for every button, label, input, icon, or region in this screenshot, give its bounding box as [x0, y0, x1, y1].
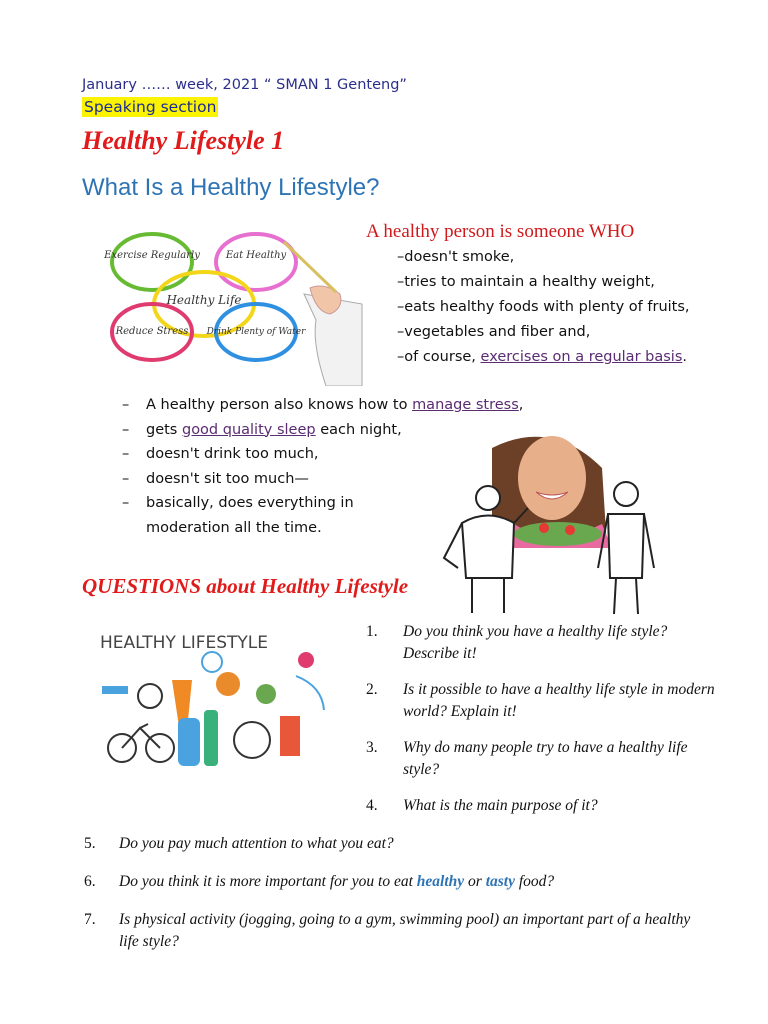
question-text: Do you think you have a healthy life style? Describe it!	[403, 623, 668, 662]
question-number: 4.	[366, 797, 378, 814]
list-item-period: .	[682, 349, 687, 365]
question-text: or	[464, 873, 486, 890]
tasty-word: tasty	[485, 873, 515, 890]
intro-lead: A healthy person is someone WHO	[366, 221, 635, 242]
poster-title: HEALTHY LIFESTYLE	[100, 633, 269, 653]
broccoli-icon	[256, 684, 276, 704]
list-item	[366, 621, 726, 665]
question-number: 1.	[366, 623, 378, 640]
bullet-marker: –	[122, 470, 130, 487]
list-item	[84, 909, 704, 953]
list-item-text: moderation all the time.	[146, 519, 322, 536]
list-item: –eats healthy foods with plenty of fruits,	[397, 299, 690, 315]
list-item-text: ,	[518, 397, 524, 413]
question-text: Do you think it is more important for you to eat	[119, 873, 417, 890]
list-item	[84, 833, 704, 855]
page-subtitle: What Is a Healthy Lifestyle?	[82, 174, 380, 201]
juice-glass-icon	[280, 716, 300, 756]
bullet-marker: –	[122, 421, 130, 438]
questions-list-bottom	[84, 833, 704, 969]
list-item	[122, 393, 523, 418]
question-number: 3.	[366, 739, 378, 756]
diagram-label-center: Healthy Life	[166, 293, 242, 307]
list-item	[366, 795, 726, 817]
question-text: Is physical activity (jogging, going to a gym, swimming pool) an important part of a healthy life style?	[119, 911, 691, 950]
intro-list	[397, 245, 690, 370]
diagram-label-stress: Reduce Stress	[115, 326, 189, 337]
dumbbell-icon	[102, 686, 128, 694]
question-text: What is the main purpose of it?	[403, 797, 598, 814]
list-item: –vegetables and fiber and,	[397, 324, 591, 340]
questions-title: QUESTIONS about Healthy Lifestyle	[82, 574, 409, 598]
bullet-marker: –	[122, 397, 130, 413]
sleep-link[interactable]: good quality sleep	[181, 421, 316, 438]
healthy-life-diagram	[104, 224, 364, 386]
soccer-ball-icon	[138, 684, 162, 708]
list-item-text: doesn't sit too much—	[146, 470, 309, 487]
list-item	[397, 345, 690, 370]
healthy-word: healthy	[416, 873, 465, 890]
basketball-icon	[216, 672, 240, 696]
question-number: 7.	[84, 911, 96, 928]
question-number: 2.	[366, 681, 378, 698]
question-number: 5.	[84, 835, 96, 852]
list-item-text: basically, does everything in	[146, 495, 354, 511]
water-bottle-icon	[204, 710, 218, 766]
list-item-text: gets	[146, 421, 182, 438]
healthy-lifestyle-poster	[92, 620, 340, 772]
list-item	[84, 871, 704, 893]
question-text: food?	[514, 873, 555, 890]
list-item-text: each night,	[315, 421, 402, 438]
diagram-label-exercise: Exercise Regularly	[104, 250, 200, 261]
questions-list-top	[366, 621, 726, 831]
list-item-text: –of course,	[397, 349, 481, 365]
list-item-text: doesn't drink too much,	[146, 446, 319, 462]
diagram-label-water: Drink Plenty of Water	[206, 327, 306, 337]
section-label: Speaking section	[84, 98, 217, 116]
list-item	[366, 679, 726, 723]
exercise-link[interactable]: exercises on a regular basis	[480, 349, 683, 365]
bullet-marker: –	[122, 495, 130, 511]
alarm-clock-icon	[234, 722, 270, 758]
list-item	[366, 737, 726, 781]
bullet-marker: –	[122, 446, 130, 462]
question-text: Do you pay much attention to what you eat?	[119, 835, 394, 852]
manage-stress-link[interactable]: manage stress	[412, 397, 519, 413]
tennis-racket-icon	[202, 652, 222, 672]
list-item: –tries to maintain a healthy weight,	[397, 274, 655, 290]
jump-rope-icon	[296, 676, 324, 710]
page-title: Healthy Lifestyle 1	[82, 126, 285, 155]
question-text: Why do many people try to have a healthy life style?	[403, 739, 688, 778]
list-item-text: A healthy person also knows how to	[146, 397, 413, 413]
heart-rate-icon	[298, 652, 314, 668]
diagram-label-eat: Eat Healthy	[225, 250, 287, 261]
date-line: January …… week, 2021 “ SMAN 1 Genteng”	[82, 77, 407, 93]
list-item: –doesn't smoke,	[397, 249, 515, 265]
question-text: Is it possible to have a healthy life style in modern world? Explain it!	[403, 681, 715, 720]
healthy-eating-photo	[432, 428, 688, 618]
question-number: 6.	[84, 873, 96, 890]
bottle-icon	[178, 718, 200, 766]
